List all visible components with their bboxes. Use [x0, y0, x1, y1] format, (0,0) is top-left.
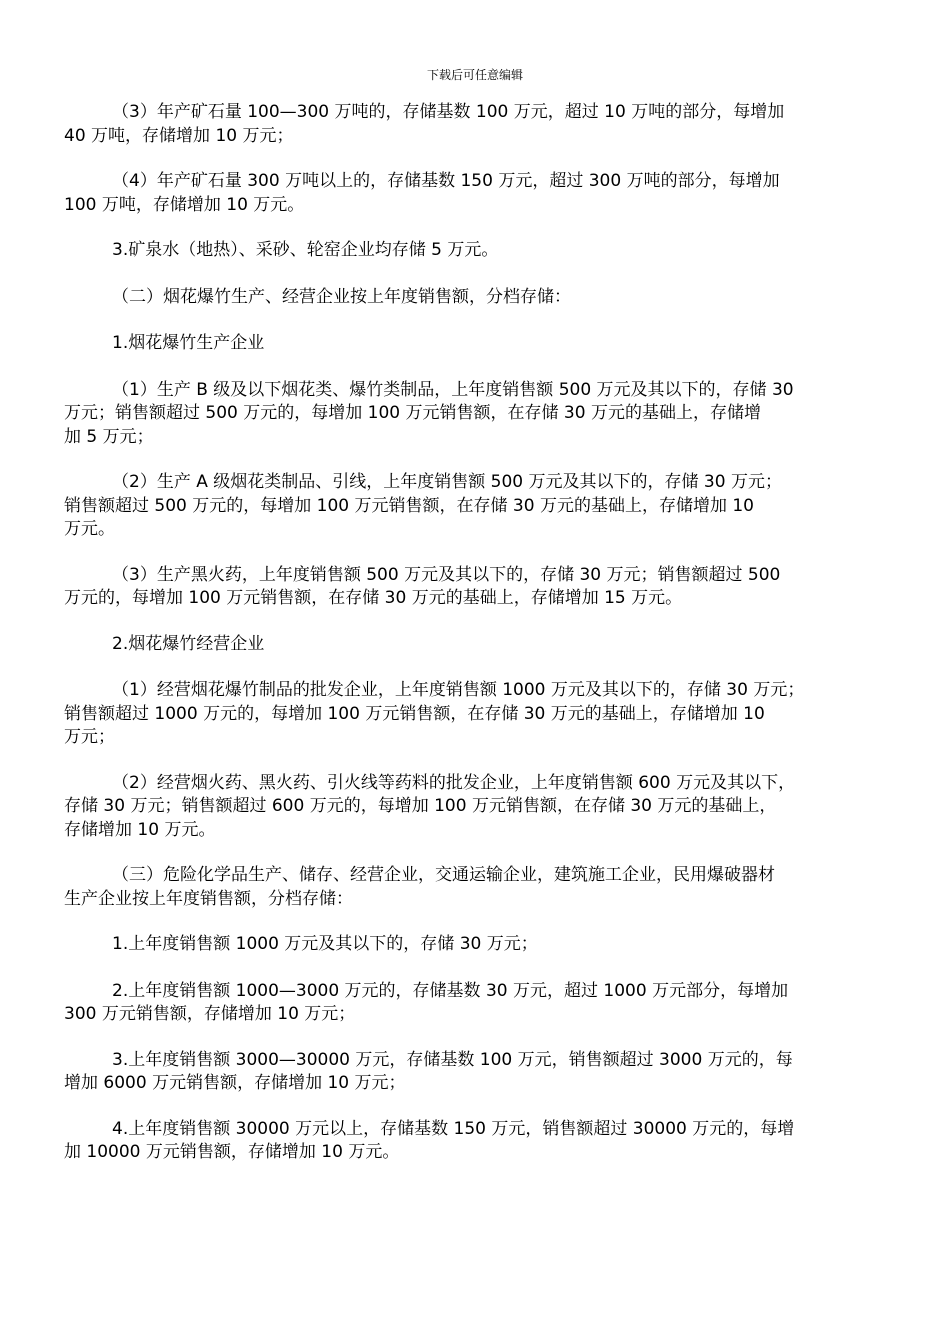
paragraph-line: （1）经营烟花爆竹制品的批发企业，上年度销售额 1000 万元及其以下的，存储 30 万元； — [112, 680, 805, 700]
paragraph-mining-3 — [64, 101, 870, 148]
paragraph-fireworks-business — [88, 633, 870, 657]
paragraph-line: （二）烟花爆竹生产、经营企业按上年度销售额，分档存储： — [112, 286, 571, 307]
paragraph-mining-4 — [64, 170, 870, 217]
paragraph-production-2 — [64, 471, 870, 542]
paragraph-line: 销售额超过 1000 万元的，每增加 100 万元销售额，在存储 30 万元的基础上，存储增加 10 — [64, 703, 765, 724]
paragraph-line: 2.上年度销售额 1000—3000 万元的，存储基数 30 万元，超过 1000 万元部分，每增加 — [112, 980, 789, 1001]
paragraph-line: 300 万元销售额，存储增加 10 万元； — [64, 1004, 356, 1024]
paragraph-line: 4.上年度销售额 30000 万元以上，存储基数 150 万元，销售额超过 30000 万元的，每增 — [112, 1118, 795, 1139]
paragraph-line: 2.烟花爆竹经营企业 — [112, 633, 265, 654]
paragraph-line: 增加 6000 万元销售额，存储增加 10 万元； — [64, 1073, 406, 1093]
page-header: 下载后可任意编辑 — [426, 68, 523, 82]
paragraph-sales-1 — [88, 933, 870, 957]
paragraph-line: 万元；销售额超过 500 万元的，每增加 100 万元销售额，在存储 30 万元的基础上，存储增 — [64, 403, 761, 423]
paragraph-line: 生产企业按上年度销售额，分档存储： — [64, 888, 353, 909]
paragraph-line: （3）年产矿石量 100—300 万吨的，存储基数 100 万元，超过 10 万吨的部分，每增加 — [112, 102, 785, 122]
paragraph-line: 3.上年度销售额 3000—30000 万元，存储基数 100 万元，销售额超过 3000 万元的，每 — [112, 1049, 793, 1070]
paragraph-line: 1.上年度销售额 1000 万元及其以下的，存储 30 万元； — [112, 934, 538, 954]
paragraph-sales-3 — [64, 1049, 870, 1096]
paragraph-business-2 — [64, 772, 870, 843]
paragraph-line: （2）经营烟火药、黑火药、引火线等药料的批发企业，上年度销售额 600 万元及其以下， — [112, 772, 796, 793]
paragraph-line: （1）生产 B 级及以下烟花类、爆竹类制品，上年度销售额 500 万元及其以下的，存储 30 — [112, 379, 794, 400]
paragraph-mineral-water — [88, 239, 870, 263]
paragraph-line: 100 万吨，存储增加 10 万元。 — [64, 194, 305, 215]
paragraph-production-1 — [64, 379, 870, 450]
paragraph-line: （4）年产矿石量 300 万吨以上的，存储基数 150 万元，超过 300 万吨的部分，每增加 — [112, 171, 780, 191]
paragraph-line: 1.烟花爆竹生产企业 — [112, 333, 265, 353]
paragraph-section-fireworks — [88, 286, 870, 310]
document-body — [64, 101, 870, 1187]
paragraph-fireworks-production — [88, 332, 870, 356]
paragraph-line: 存储增加 10 万元。 — [64, 819, 216, 840]
paragraph-line: 3.矿泉水（地热）、采砂、轮窑企业均存储 5 万元。 — [112, 240, 499, 260]
paragraph-line: 加 10000 万元销售额，存储增加 10 万元。 — [64, 1142, 400, 1162]
paragraph-business-1 — [64, 679, 870, 750]
paragraph-line: 存储 30 万元；销售额超过 600 万元的，每增加 100 万元销售额，在存储 30 万元的基础上， — [64, 796, 777, 816]
paragraph-line: （三）危险化学品生产、储存、经营企业，交通运输企业，建筑施工企业，民用爆破器材 — [112, 865, 775, 885]
paragraph-line: 40 万吨，存储增加 10 万元； — [64, 125, 294, 146]
paragraph-line: （3）生产黑火药，上年度销售额 500 万元及其以下的，存储 30 万元；销售额超过 500 — [112, 564, 781, 585]
paragraph-line: 万元。 — [64, 519, 115, 539]
paragraph-sales-2 — [64, 980, 870, 1027]
paragraph-line: 销售额超过 500 万元的，每增加 100 万元销售额，在存储 30 万元的基础上，存储增加 10 — [64, 495, 754, 516]
paragraph-section-chemicals — [64, 864, 870, 911]
paragraph-line: （2）生产 A 级烟花类制品、引线，上年度销售额 500 万元及其以下的，存储 30 万元； — [112, 472, 782, 492]
paragraph-sales-4 — [64, 1118, 870, 1165]
paragraph-line: 万元的，每增加 100 万元销售额，在存储 30 万元的基础上，存储增加 15 万元。 — [64, 588, 683, 608]
paragraph-line: 加 5 万元； — [64, 426, 154, 447]
paragraph-production-3 — [64, 564, 870, 611]
paragraph-line: 万元； — [64, 727, 115, 747]
